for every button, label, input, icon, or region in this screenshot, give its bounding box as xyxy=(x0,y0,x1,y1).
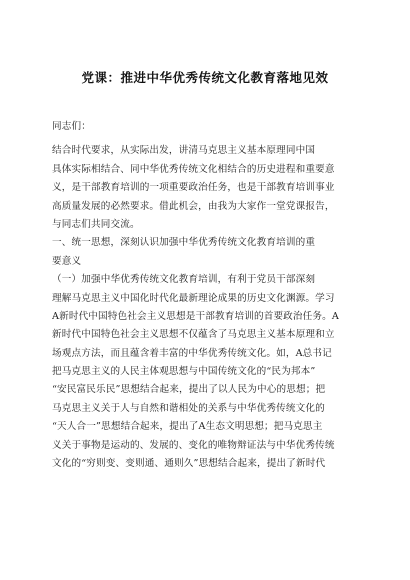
body-line: 理解马克思主义中国化时代化最新理论成果的历史文化渊源。学习 xyxy=(52,292,335,304)
body-line: 具体实际相结合、同中华优秀传统文化相结合的历史进程和重要意 xyxy=(52,163,335,175)
body-line: 把马克思主义的人民主体观思想与中国传统文化的“民为邦本” xyxy=(52,366,316,378)
body-line: “安民富民乐民”思想结合起来，提出了以人民为中心的思想；把 xyxy=(52,384,326,396)
body-line: A新时代中国特色社会主义思想是干部教育培训的首要政治任务。A xyxy=(52,310,339,322)
body-line: 文化的“穷则变、变则通、通则久”思想结合起来，提出了新时代 xyxy=(52,458,326,470)
body-line: （一）加强中华优秀传统文化教育培训，有利于党员干部深刻 xyxy=(52,274,316,286)
body-line: 义关于事物是运动的、发展的、变化的唯物辩证法与中华优秀传统 xyxy=(52,439,335,451)
body-line: 义，是干部教育培训的一项重要政治任务，也是干部教育培训事业 xyxy=(52,182,335,194)
body-line: 场观点方法，而且蕴含着丰富的中华优秀传统文化。如，A总书记 xyxy=(52,347,332,359)
document-title: 党课：推进中华优秀传统文化教育落地见效 xyxy=(81,70,329,85)
body-line: 马克思主义关于人与自然和谐相处的关系与中华优秀传统文化的 xyxy=(52,402,325,414)
body-line: “天人合一”思想结合起来，提出了A生态文明思想；把马克思主 xyxy=(52,421,323,433)
salutation: 同志们： xyxy=(52,121,91,132)
body-line: 与同志们共同交流。 xyxy=(52,218,140,230)
body-line: 高质量发展的必然要求。借此机会，由我为大家作一堂党课报告， xyxy=(52,200,335,212)
section-heading-line: 一、统一思想，深刻认识加强中华优秀传统文化教育培训的重 xyxy=(52,237,316,249)
document-body xyxy=(52,118,358,473)
body-line: 结合时代要求，从实际出发，讲清马克思主义基本原理同中国 xyxy=(52,145,316,157)
section-heading-line: 要意义 xyxy=(52,255,82,267)
body-line: 新时代中国特色社会主义思想不仅蕴含了马克思主义基本原理和立 xyxy=(52,329,335,341)
